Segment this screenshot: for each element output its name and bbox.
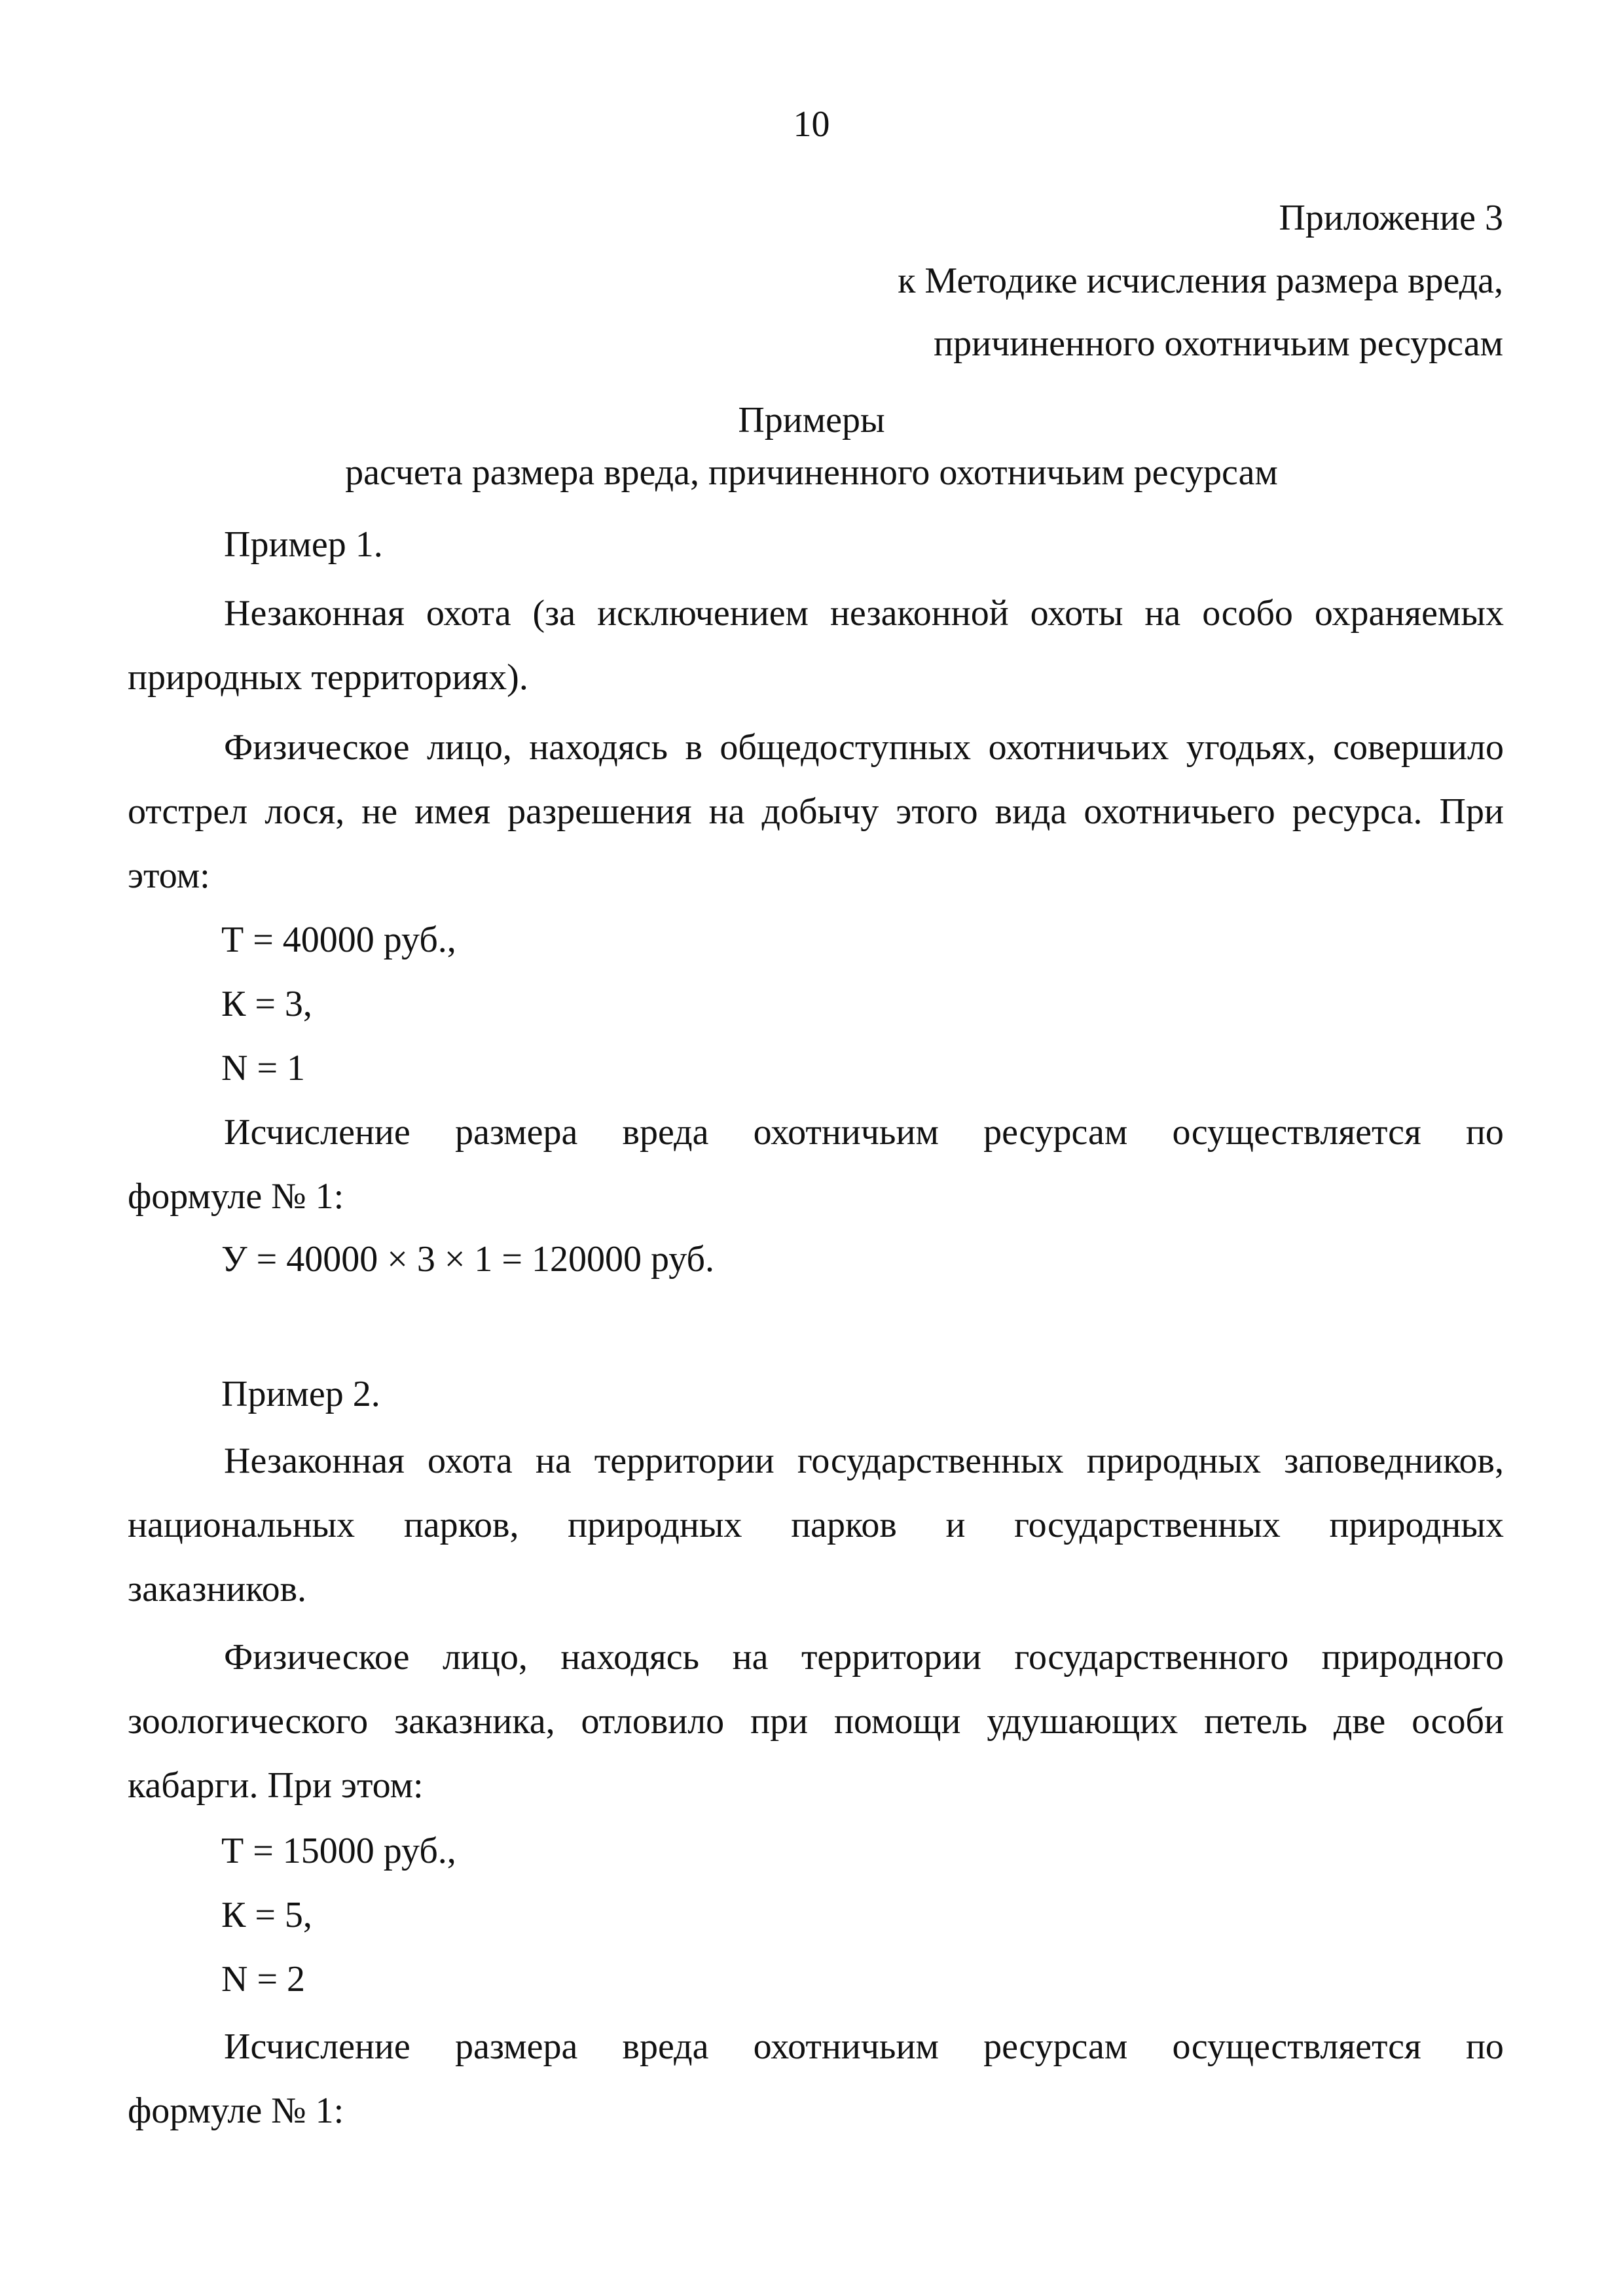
word: вреда xyxy=(622,1112,709,1153)
word: охотничьим xyxy=(753,2026,939,2067)
word: незаконной xyxy=(830,593,1009,634)
word: охотничьим xyxy=(753,1112,939,1153)
word: вида xyxy=(994,791,1067,832)
word: имея xyxy=(414,791,491,832)
word: национальных xyxy=(128,1505,356,1545)
word: заповедников, xyxy=(1284,1441,1504,1481)
appendix-line-1: Приложение 3 xyxy=(1279,198,1503,238)
word: лицо, xyxy=(442,1637,528,1677)
word: разрешения xyxy=(507,791,692,832)
word: удушающих xyxy=(987,1701,1178,1742)
example-1-t-value: Т = 40000 руб., xyxy=(221,920,456,960)
word: на xyxy=(1144,593,1181,634)
word: охотничьего xyxy=(1084,791,1275,832)
word: территории xyxy=(801,1637,981,1677)
example-1-calc-end: формуле № 1: xyxy=(128,1176,344,1217)
example-2-desc-end: кабарги. При этом: xyxy=(128,1765,424,1806)
example-2-case-end: заказников. xyxy=(128,1569,307,1609)
word: (за xyxy=(532,593,576,634)
word: находясь xyxy=(560,1637,700,1677)
word: ресурсам xyxy=(983,2026,1128,2067)
word: общедоступных xyxy=(720,727,972,768)
word: по xyxy=(1465,2026,1504,2067)
word: по xyxy=(1465,1112,1504,1153)
example-2-desc-line-2 xyxy=(128,1700,1504,1742)
word: особо xyxy=(1202,593,1293,634)
word: охота xyxy=(426,593,511,634)
example-2-case-line-1 xyxy=(224,1440,1504,1482)
appendix-header xyxy=(898,187,1503,375)
word: совершило xyxy=(1333,727,1504,768)
word: на xyxy=(535,1441,572,1481)
word: Физическое xyxy=(224,1637,410,1677)
word: Исчисление xyxy=(224,2026,410,2067)
word: Незаконная xyxy=(224,1441,405,1481)
word: ресурса. xyxy=(1292,791,1423,832)
word: на xyxy=(732,1637,769,1677)
example-2-heading: Пример 2. xyxy=(221,1374,380,1414)
word: заказника, xyxy=(394,1701,555,1742)
word: территории xyxy=(594,1441,775,1481)
word: природного xyxy=(1321,1637,1504,1677)
word: парков xyxy=(791,1505,897,1545)
word: добычу xyxy=(761,791,879,832)
word: на xyxy=(708,791,745,832)
word: этого xyxy=(896,791,978,832)
example-1-case-line xyxy=(224,592,1504,634)
example-2-calc-line xyxy=(224,2026,1504,2068)
example-1-result: У = 40000 × 3 × 1 = 120000 руб. xyxy=(221,1239,714,1280)
page-number: 10 xyxy=(793,104,830,145)
appendix-line-3: причиненного охотничьим ресурсам xyxy=(934,323,1503,364)
word: государственных xyxy=(797,1441,1064,1481)
word: парков, xyxy=(403,1505,519,1545)
word: размера xyxy=(454,2026,578,2067)
word: Исчисление xyxy=(224,1112,410,1153)
word: государственного xyxy=(1014,1637,1289,1677)
example-1-desc-line-1 xyxy=(224,726,1504,768)
appendix-line-2: к Методике исчисления размера вреда, xyxy=(898,260,1503,301)
example-1-heading: Пример 1. xyxy=(224,524,383,565)
word: охоты xyxy=(1030,593,1123,634)
word: При xyxy=(1439,791,1504,832)
word: размера xyxy=(454,1112,578,1153)
example-1-desc-line-2 xyxy=(128,791,1504,833)
word: лося, xyxy=(264,791,345,832)
word: государственных xyxy=(1014,1505,1281,1545)
word: и xyxy=(945,1505,966,1545)
example-2-desc-line-1 xyxy=(224,1636,1504,1678)
word: осуществляется xyxy=(1172,2026,1421,2067)
word: исключением xyxy=(597,593,809,634)
word: особи xyxy=(1412,1701,1504,1742)
example-1-k-value: К = 3, xyxy=(221,984,312,1024)
word: не xyxy=(361,791,398,832)
word: охота xyxy=(427,1441,513,1481)
word: в xyxy=(685,727,702,768)
word: вреда xyxy=(622,2026,709,2067)
word: ресурсам xyxy=(983,1112,1128,1153)
word: при xyxy=(750,1701,809,1742)
word: лицо, xyxy=(426,727,512,768)
word: природных xyxy=(568,1505,742,1545)
example-2-k-value: К = 5, xyxy=(221,1895,312,1935)
word: Физическое xyxy=(224,727,410,768)
word: угодьях, xyxy=(1186,727,1316,768)
example-1-desc-end: этом: xyxy=(128,855,210,896)
document-title: Примеры xyxy=(738,400,885,440)
example-2-case-line-2 xyxy=(128,1504,1504,1546)
word: помощи xyxy=(834,1701,961,1742)
example-2-calc-end: формуле № 1: xyxy=(128,2090,344,2131)
word: две xyxy=(1333,1701,1386,1742)
word: природных xyxy=(1086,1441,1262,1481)
word: петель xyxy=(1204,1701,1307,1742)
word: находясь xyxy=(529,727,668,768)
document-subtitle: расчета размера вреда, причиненного охотничьим ресурсам xyxy=(345,452,1278,493)
word: осуществляется xyxy=(1172,1112,1421,1153)
example-1-case-end: природных территориях). xyxy=(128,657,528,698)
word: Незаконная xyxy=(224,593,405,634)
word: отловило xyxy=(581,1701,725,1742)
word: охраняемых xyxy=(1314,593,1504,634)
example-1-n-value: N = 1 xyxy=(221,1048,306,1088)
example-2-n-value: N = 2 xyxy=(221,1959,306,2000)
word: отстрел xyxy=(128,791,248,832)
word: природных xyxy=(1329,1505,1504,1545)
word: охотничьих xyxy=(988,727,1169,768)
example-2-t-value: Т = 15000 руб., xyxy=(221,1831,456,1871)
word: зоологического xyxy=(128,1701,369,1742)
example-1-calc-line xyxy=(224,1111,1504,1153)
